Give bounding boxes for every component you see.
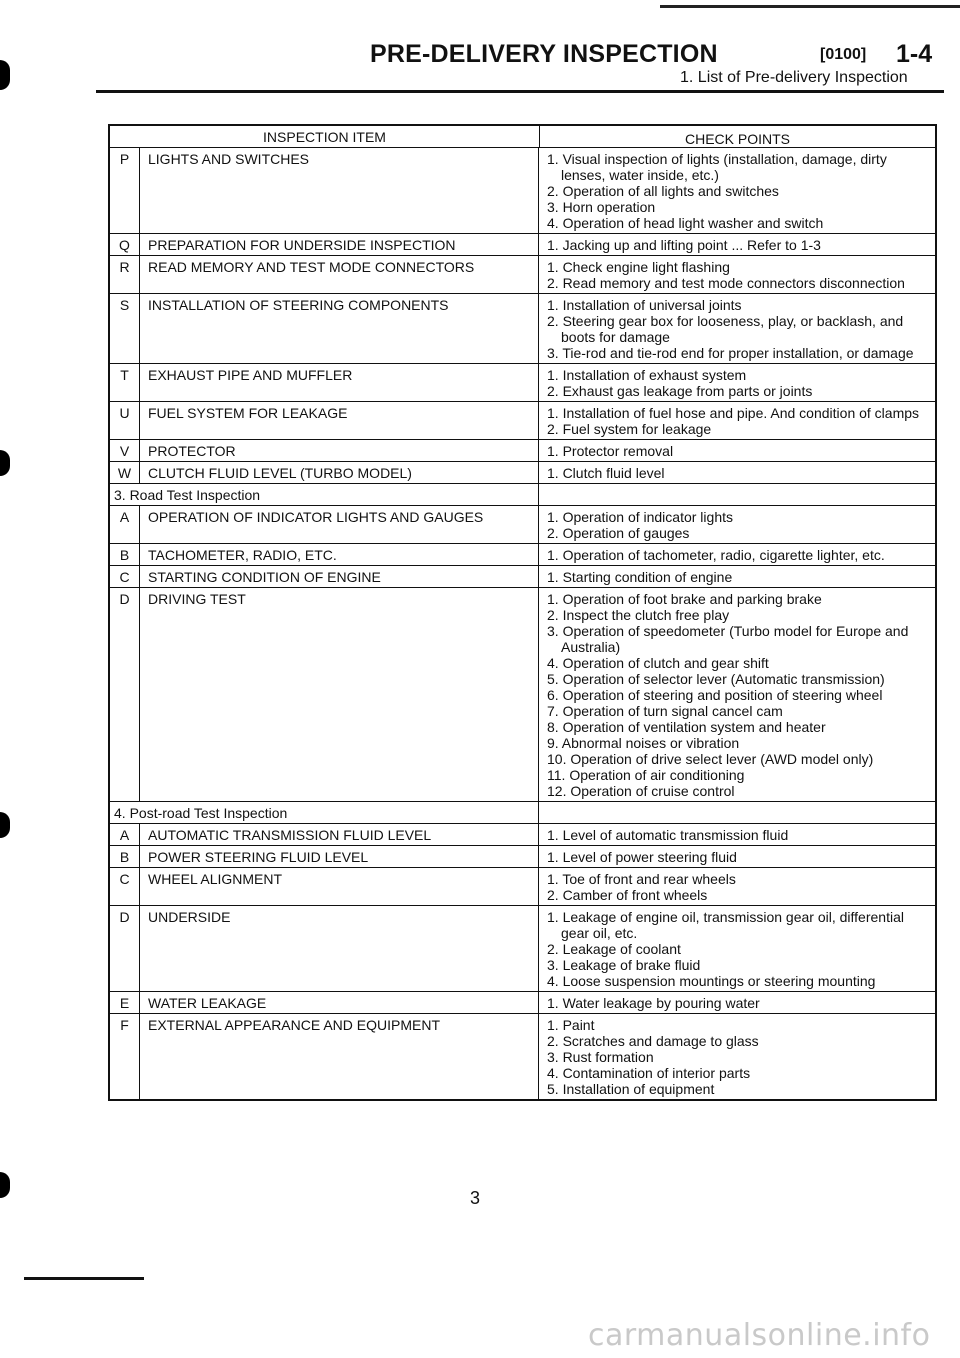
check-point: 1. Visual inspection of lights (installation, damage, dirty lenses, water inside, etc.) bbox=[547, 151, 887, 183]
check-point: 1. Leakage of engine oil, transmission gear oil, differential gear oil, etc. bbox=[547, 909, 904, 941]
check-points-cell bbox=[539, 294, 935, 363]
check-points-cell bbox=[539, 824, 935, 845]
check-point: 1. Installation of exhaust system bbox=[547, 367, 747, 383]
footer-stroke bbox=[24, 1277, 144, 1280]
check-point: 2. Scratches and damage to glass bbox=[547, 1033, 759, 1049]
section-label: 4. Post-road Test Inspection bbox=[110, 802, 539, 823]
table-row bbox=[110, 233, 935, 255]
check-points-cell bbox=[539, 846, 935, 867]
check-points-cell bbox=[539, 992, 935, 1013]
check-point: 3. Rust formation bbox=[547, 1049, 654, 1065]
table-row bbox=[110, 439, 935, 461]
check-point: 2. Fuel system for leakage bbox=[547, 421, 712, 437]
table-row bbox=[110, 845, 935, 867]
section-empty-cell bbox=[539, 802, 935, 823]
check-point: 5. Installation of equipment bbox=[547, 1081, 715, 1097]
check-points-cell bbox=[539, 148, 935, 233]
check-point: 3. Horn operation bbox=[547, 199, 656, 215]
item-letter: T bbox=[110, 364, 140, 401]
column-header-check-points: CHECK POINTS bbox=[684, 131, 790, 147]
binding-mark bbox=[0, 60, 10, 90]
check-points-cell bbox=[539, 868, 935, 905]
inspection-item: EXHAUST PIPE AND MUFFLER bbox=[140, 364, 539, 401]
table-row bbox=[110, 823, 935, 845]
check-point: 2. Operation of all lights and switches bbox=[547, 183, 779, 199]
item-letter: D bbox=[110, 588, 140, 801]
header-rule bbox=[96, 90, 944, 93]
inspection-table bbox=[108, 124, 937, 1101]
binding-mark bbox=[0, 1172, 10, 1198]
check-point: 4. Operation of clutch and gear shift bbox=[547, 655, 769, 671]
inspection-item: WHEEL ALIGNMENT bbox=[140, 868, 539, 905]
inspection-item: WATER LEAKAGE bbox=[140, 992, 539, 1013]
check-point: 1. Protector removal bbox=[547, 443, 674, 459]
table-row bbox=[110, 147, 935, 233]
section-label: 3. Road Test Inspection bbox=[110, 484, 539, 505]
check-point: 2. Steering gear box for looseness, play, or backlash, and boots for damage bbox=[547, 313, 904, 345]
inspection-item: STARTING CONDITION OF ENGINE bbox=[140, 566, 539, 587]
check-point: 1. Check engine light flashing bbox=[547, 259, 730, 275]
check-point: 1. Toe of front and rear wheels bbox=[547, 871, 736, 887]
check-points-cell bbox=[539, 256, 935, 293]
inspection-item: AUTOMATIC TRANSMISSION FLUID LEVEL bbox=[140, 824, 539, 845]
page-subtitle: 1. List of Pre-delivery Inspection bbox=[680, 69, 908, 86]
check-point: 7. Operation of turn signal cancel cam bbox=[547, 703, 783, 719]
inspection-item: PROTECTOR bbox=[140, 440, 539, 461]
item-letter: E bbox=[110, 992, 140, 1013]
table-row bbox=[110, 363, 935, 401]
section-code: [0100] bbox=[820, 46, 867, 63]
inspection-item: EXTERNAL APPEARANCE AND EQUIPMENT bbox=[140, 1014, 539, 1099]
table-row bbox=[110, 565, 935, 587]
check-points-cell bbox=[539, 906, 935, 991]
page-number: 3 bbox=[470, 1188, 481, 1208]
table-header-row bbox=[110, 126, 935, 147]
check-point: 3. Tie-rod and tie-rod end for proper installation, or damage bbox=[547, 345, 914, 361]
check-points-cell bbox=[539, 234, 935, 255]
item-letter: C bbox=[110, 566, 140, 587]
check-point: 1. Operation of tachometer, radio, cigarette lighter, etc. bbox=[547, 547, 885, 563]
check-point: 9. Abnormal noises or vibration bbox=[547, 735, 740, 751]
inspection-item: LIGHTS AND SWITCHES bbox=[140, 148, 539, 233]
table-row bbox=[110, 461, 935, 483]
table-row bbox=[110, 587, 935, 801]
check-point: 3. Operation of speedometer (Turbo model for Europe and Australia) bbox=[547, 623, 909, 655]
check-point: 8. Operation of ventilation system and heater bbox=[547, 719, 826, 735]
check-point: 11. Operation of air conditioning bbox=[547, 767, 745, 783]
check-points-cell bbox=[539, 440, 935, 461]
inspection-item: FUEL SYSTEM FOR LEAKAGE bbox=[140, 402, 539, 439]
inspection-item: POWER STEERING FLUID LEVEL bbox=[140, 846, 539, 867]
check-point: 2. Read memory and test mode connectors disconnection bbox=[547, 275, 905, 291]
check-point: 1. Clutch fluid level bbox=[547, 465, 665, 481]
inspection-item: PREPARATION FOR UNDERSIDE INSPECTION bbox=[140, 234, 539, 255]
check-points-cell bbox=[539, 588, 935, 801]
check-point: 1. Operation of foot brake and parking brake bbox=[547, 591, 822, 607]
column-header-inspection-item: INSPECTION ITEM bbox=[110, 126, 540, 147]
check-point: 1. Paint bbox=[547, 1017, 595, 1033]
item-letter: V bbox=[110, 440, 140, 461]
inspection-item: CLUTCH FLUID LEVEL (TURBO MODEL) bbox=[140, 462, 539, 483]
item-letter: A bbox=[110, 506, 140, 543]
check-point: 1. Installation of universal joints bbox=[547, 297, 742, 313]
check-point: 2. Camber of front wheels bbox=[547, 887, 708, 903]
check-point: 1. Jacking up and lifting point ... Refer to 1-3 bbox=[547, 237, 821, 253]
check-point: 4. Loose suspension mountings or steering mounting bbox=[547, 973, 876, 989]
check-point: 2. Operation of gauges bbox=[547, 525, 690, 541]
check-point: 5. Operation of selector lever (Automatic transmission) bbox=[547, 671, 885, 687]
item-letter: D bbox=[110, 906, 140, 991]
check-points-cell bbox=[539, 402, 935, 439]
binding-mark bbox=[0, 450, 10, 476]
section-row bbox=[110, 483, 935, 505]
item-letter: B bbox=[110, 544, 140, 565]
check-point: 3. Leakage of brake fluid bbox=[547, 957, 701, 973]
table-row bbox=[110, 1013, 935, 1099]
inspection-item: OPERATION OF INDICATOR LIGHTS AND GAUGES bbox=[140, 506, 539, 543]
check-points-cell bbox=[539, 1014, 935, 1099]
inspection-item: TACHOMETER, RADIO, ETC. bbox=[140, 544, 539, 565]
check-point: 12. Operation of cruise control bbox=[547, 783, 735, 799]
check-point: 1. Level of power steering fluid bbox=[547, 849, 737, 865]
check-point: 1. Water leakage by pouring water bbox=[547, 995, 760, 1011]
inspection-item: INSTALLATION OF STEERING COMPONENTS bbox=[140, 294, 539, 363]
item-letter: P bbox=[110, 148, 140, 233]
check-point: 4. Operation of head light washer and switch bbox=[547, 215, 824, 231]
check-point: 4. Contamination of interior parts bbox=[547, 1065, 751, 1081]
check-points-cell bbox=[539, 566, 935, 587]
check-point: 1. Installation of fuel hose and pipe. And condition of clamps bbox=[547, 405, 920, 421]
item-letter: U bbox=[110, 402, 140, 439]
top-edge-line bbox=[660, 5, 960, 8]
check-points-cell bbox=[539, 462, 935, 483]
section-empty-cell bbox=[539, 484, 935, 505]
check-point: 1. Level of automatic transmission fluid bbox=[547, 827, 789, 843]
table-row bbox=[110, 543, 935, 565]
check-point: 1. Starting condition of engine bbox=[547, 569, 733, 585]
check-point: 2. Leakage of coolant bbox=[547, 941, 681, 957]
check-point: 1. Operation of indicator lights bbox=[547, 509, 733, 525]
check-point: 2. Inspect the clutch free play bbox=[547, 607, 730, 623]
check-points-cell bbox=[539, 506, 935, 543]
table-row bbox=[110, 991, 935, 1013]
inspection-item: READ MEMORY AND TEST MODE CONNECTORS bbox=[140, 256, 539, 293]
table-row bbox=[110, 293, 935, 363]
page-code: 1-4 bbox=[896, 40, 933, 68]
table-row bbox=[110, 867, 935, 905]
watermark: carmanualsonline.info bbox=[588, 1318, 931, 1353]
table-row bbox=[110, 401, 935, 439]
item-letter: W bbox=[110, 462, 140, 483]
inspection-item: DRIVING TEST bbox=[140, 588, 539, 801]
section-row bbox=[110, 801, 935, 823]
item-letter: R bbox=[110, 256, 140, 293]
table-row bbox=[110, 905, 935, 991]
check-points-cell bbox=[539, 544, 935, 565]
binding-mark bbox=[0, 812, 10, 838]
table-row bbox=[110, 505, 935, 543]
item-letter: B bbox=[110, 846, 140, 867]
item-letter: C bbox=[110, 868, 140, 905]
item-letter: A bbox=[110, 824, 140, 845]
item-letter: S bbox=[110, 294, 140, 363]
check-points-cell bbox=[539, 364, 935, 401]
item-letter: Q bbox=[110, 234, 140, 255]
inspection-item: UNDERSIDE bbox=[140, 906, 539, 991]
page-title: PRE-DELIVERY INSPECTION bbox=[370, 40, 718, 68]
check-point: 6. Operation of steering and position of steering wheel bbox=[547, 687, 883, 703]
check-point: 10. Operation of drive select lever (AWD model only) bbox=[547, 751, 874, 767]
table-row bbox=[110, 255, 935, 293]
check-point: 2. Exhaust gas leakage from parts or joints bbox=[547, 383, 813, 399]
item-letter: F bbox=[110, 1014, 140, 1099]
